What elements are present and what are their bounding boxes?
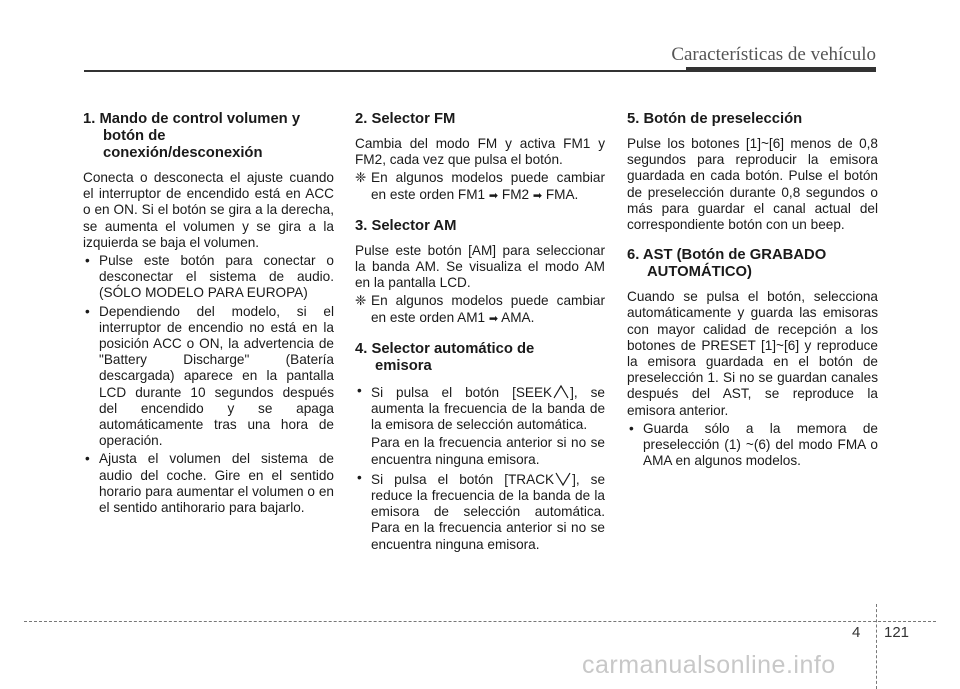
bullet-item <box>355 383 605 434</box>
section-heading: 5. Botón de preselección <box>627 111 803 127</box>
bullet-mark: • <box>357 469 362 485</box>
heading-line: 4. Selector automático de <box>355 340 535 357</box>
bullet-text: ], se aumenta la frecuencia de la banda de la emisora de selección automática. <box>371 384 605 433</box>
section-body: Conecta o desconecta el ajuste cuando el interruptor de encendido está en ACC o en ON. Si el botón se gira a la derecha, se aumenta el volumen y se gira a la izquierda se baja el volumen. <box>83 170 334 250</box>
chevron-up-icon <box>552 383 570 401</box>
heading-line: conexión/desconexión <box>103 145 263 161</box>
heading-line: 6. AST (Botón de GRABADO <box>627 247 827 264</box>
section-body: Pulse los botones [1]~[6] menos de 0,8 segundos para reproducir la emisora guardada en cada botón. Pulse el botón de preselección durante 0,8 segundos o más para guardar el canal actual del correspondiente botón con un beep. <box>627 136 878 233</box>
arrow-right-icon: ➡ <box>488 189 499 202</box>
note-text: FMA. <box>545 186 579 202</box>
heading-line: botón de <box>103 128 166 144</box>
column-2 <box>355 111 605 567</box>
note-text: En algunos modelos puede cambiar en este orden FM1 <box>371 170 605 202</box>
bullet-text: Si pulsa el botón [SEEK <box>371 384 553 400</box>
bullet-item <box>355 470 605 553</box>
bullet-text: Ajusta el volumen del sistema de audio del coche. Gire en el sentido horario para aumentar el volumen o en el sentido antihorario para bajarlo. <box>99 451 334 516</box>
section-heading <box>627 247 878 281</box>
bullet-text: Pulse este botón para conectar o desconectar el sistema de audio. (SÓLO MODELO PARA EUROPA) <box>99 253 334 301</box>
bullet-subtext: Para en la frecuencia anterior si no se encuentra ninguna emisora. <box>371 435 605 467</box>
note-mark: ❈ <box>355 293 367 309</box>
section-body: Cambia del modo FM y activa FM1 y FM2, cada vez que pulsa el botón. <box>355 136 605 168</box>
chevron-down-icon <box>554 470 572 488</box>
chapter-number: 4 <box>852 624 861 641</box>
note-item <box>355 293 605 326</box>
bullet-mark: • <box>85 303 90 319</box>
bullet-mark: • <box>85 253 90 269</box>
arrow-right-icon: ➡ <box>532 189 543 202</box>
note-item <box>355 170 605 203</box>
section-heading <box>355 341 605 375</box>
arrow-right-icon: ➡ <box>488 312 499 325</box>
section-volume-power <box>83 111 334 516</box>
bullet-mark: • <box>629 420 634 436</box>
footer-divider <box>876 604 877 689</box>
footer-rule <box>24 621 936 622</box>
heading-line: 1. Mando de control volumen y <box>83 111 301 127</box>
heading-line: emisora <box>375 357 432 374</box>
column-1 <box>83 111 334 530</box>
column-3 <box>627 111 878 483</box>
section-fm-selector <box>355 111 605 204</box>
note-mark: ❈ <box>355 170 367 186</box>
section-am-selector <box>355 218 605 327</box>
section-body: Cuando se pulsa el botón, selecciona automáticamente y guarda las emisoras con mayor calidad de recepción a los botones de PRESET [1]~[6] y reproduce la emisora guardada en el botón de preselección 1. Si no se guardan canales después del AST, se reproduce la emisora anterior. <box>627 289 878 418</box>
page-header-title: Características de vehículo <box>671 44 876 65</box>
bullet-text: Guarda sólo a la memora de preselección (1) ~(6) del modo FMA o AMA en algunos modelos. <box>643 420 878 469</box>
section-heading: 3. Selector AM <box>355 217 457 234</box>
bullet-item <box>83 253 334 302</box>
header-rule-accent <box>686 67 876 72</box>
section-body: Pulse este botón [AM] para seleccionar la banda AM. Se visualiza el modo AM en la pantalla LCD. <box>355 242 605 291</box>
watermark: carmanualsonline.info <box>582 651 836 679</box>
section-heading: 2. Selector FM <box>355 111 456 127</box>
bullet-text: ], se reduce la frecuencia de la banda de la emisora de selección automática. Para en la frecuencia anterior si no se encuentra ninguna emisora. <box>371 471 605 552</box>
section-ast <box>627 247 878 469</box>
bullet-item <box>83 304 334 450</box>
note-text: AMA. <box>501 309 535 325</box>
section-preset-buttons <box>627 111 878 233</box>
bullet-item <box>627 421 878 470</box>
note-text: FM2 <box>501 186 530 202</box>
bullet-mark: • <box>85 451 90 467</box>
bullet-mark: • <box>357 382 362 398</box>
heading-line: AUTOMÁTICO) <box>647 264 752 281</box>
note-text: En algunos modelos puede cambiar en este orden AM1 <box>371 293 605 325</box>
section-auto-seek <box>355 341 605 553</box>
bullet-text: Dependiendo del modelo, si el interruptor de encendio no está en la posición ACC o ON, la advertencia de "Battery Discharge" (Batería descargada) aparece en la pantalla LCD durante 10 segundos después del encendido y se apaga automáticamente tras una hora de operación. <box>99 303 334 449</box>
page-number: 121 <box>884 624 910 641</box>
bullet-item <box>83 451 334 516</box>
section-heading <box>83 111 334 162</box>
bullet-text: Si pulsa el botón [TRACK <box>371 471 555 487</box>
